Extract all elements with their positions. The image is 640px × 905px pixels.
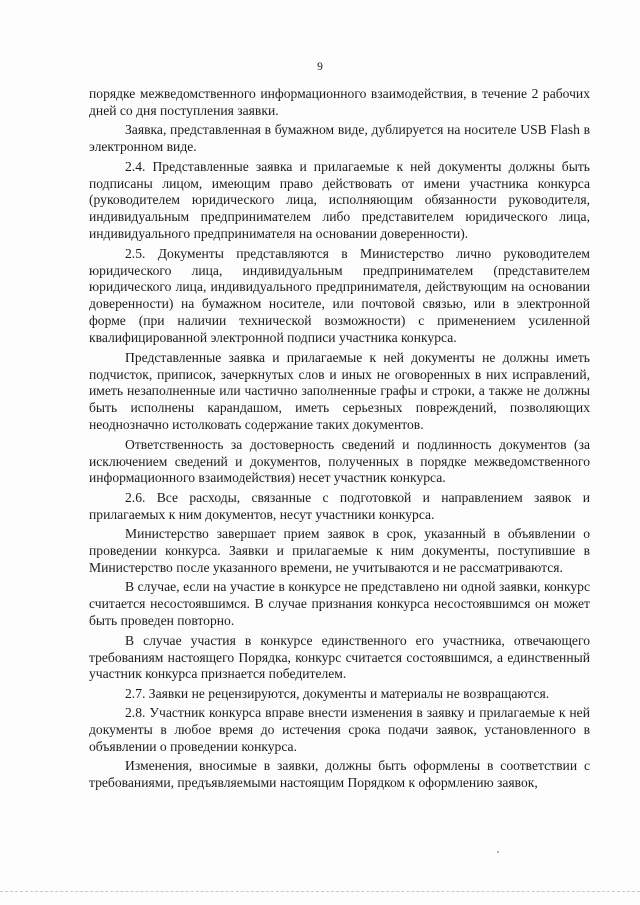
paragraph-2-5: 2.5. Документы представляются в Министерство лично руководителем юридического лица, индивидуальным предпринимателем (представителем юридического лица, индивидуального предпринимателя, действующим на основании доверенности) на бумажном носителе, или почтовой связью, или в электронной форме (при наличии технической возможности) с применением усиленной квалифицированной электронной подписи участника конкурса. — [89, 245, 590, 346]
page-number: 9 — [317, 61, 323, 73]
paragraph-2-4: 2.4. Представленные заявка и прилагаемые к ней документы должны быть подписаны лицом, имеющим право действовать от имени участника конкурса (руководителем юридического лица, исполняющим обязанности руководителя, индивидуальным предпринимателем либо представителем юридического лица, индивидуального предпринимателя на основании доверенности). — [89, 158, 590, 242]
paragraph-changes: Изменения, вносимые в заявки, должны быть оформлены в соответствии с требованиями, предъявляемыми настоящим Порядком к оформлению заявок, — [89, 758, 590, 791]
paragraph-document-requirements: Представленные заявка и прилагаемые к ней документы не должны иметь подчисток, приписок, зачеркнутых слов и иных не оговоренных в них исправлений, иметь незаполненные или частично заполненные графы и строки, а также не должны быть исполнены карандашом, иметь серьезных повреждений, позволяющих неоднозначно истолковать содержание таких документов. — [89, 349, 590, 433]
document-body — [89, 86, 590, 795]
scan-speck — [497, 851, 499, 853]
scan-edge-line — [0, 891, 640, 892]
paragraph-2-6: 2.6. Все расходы, связанные с подготовкой и направлением заявок и прилагаемых к ним документов, несут участники конкурса. — [89, 489, 590, 522]
paragraph-acceptance-deadline: Министерство завершает прием заявок в срок, указанный в объявлении о проведении конкурса. Заявки и прилагаемые к ним документы, поступившие в Министерство после указанного времени, не учитываются и не рассматриваются. — [89, 526, 590, 575]
paragraph-responsibility: Ответственность за достоверность сведений и подлинность документов (за исключением сведений и документов, полученных в порядке межведомственного информационного взаимодействия) несет участник конкурса. — [89, 436, 590, 486]
paragraph-single-participant: В случае участия в конкурсе единственного его участника, отвечающего требованиям настоящего Порядка, конкурс считается состоявшимся, а единственный участник конкурса признается победителем. — [89, 632, 590, 682]
paragraph-2-7: 2.7. Заявки не рецензируются, документы и материалы не возвращаются. — [125, 685, 550, 701]
paragraph-continuation: порядке межведомственного информационного взаимодействия, в течение 2 рабочих дней со дня поступления заявки. — [89, 86, 590, 118]
paragraph-2-8: 2.8. Участник конкурса вправе внести изменения в заявку и прилагаемые к ней документы в любое время до истечения срока подачи заявок, установленного в объявлении о проведении конкурса. — [89, 705, 590, 755]
paragraph-no-applications: В случае, если на участие в конкурсе не представлено ни одной заявки, конкурс считается несостоявшимся. В случае признания конкурса несостоявшимся он может быть проведен повторно. — [89, 579, 590, 629]
paragraph-usb-flash: Заявка, представленная в бумажном виде, дублируется на носителе USB Flash в электронном виде. — [89, 122, 590, 155]
